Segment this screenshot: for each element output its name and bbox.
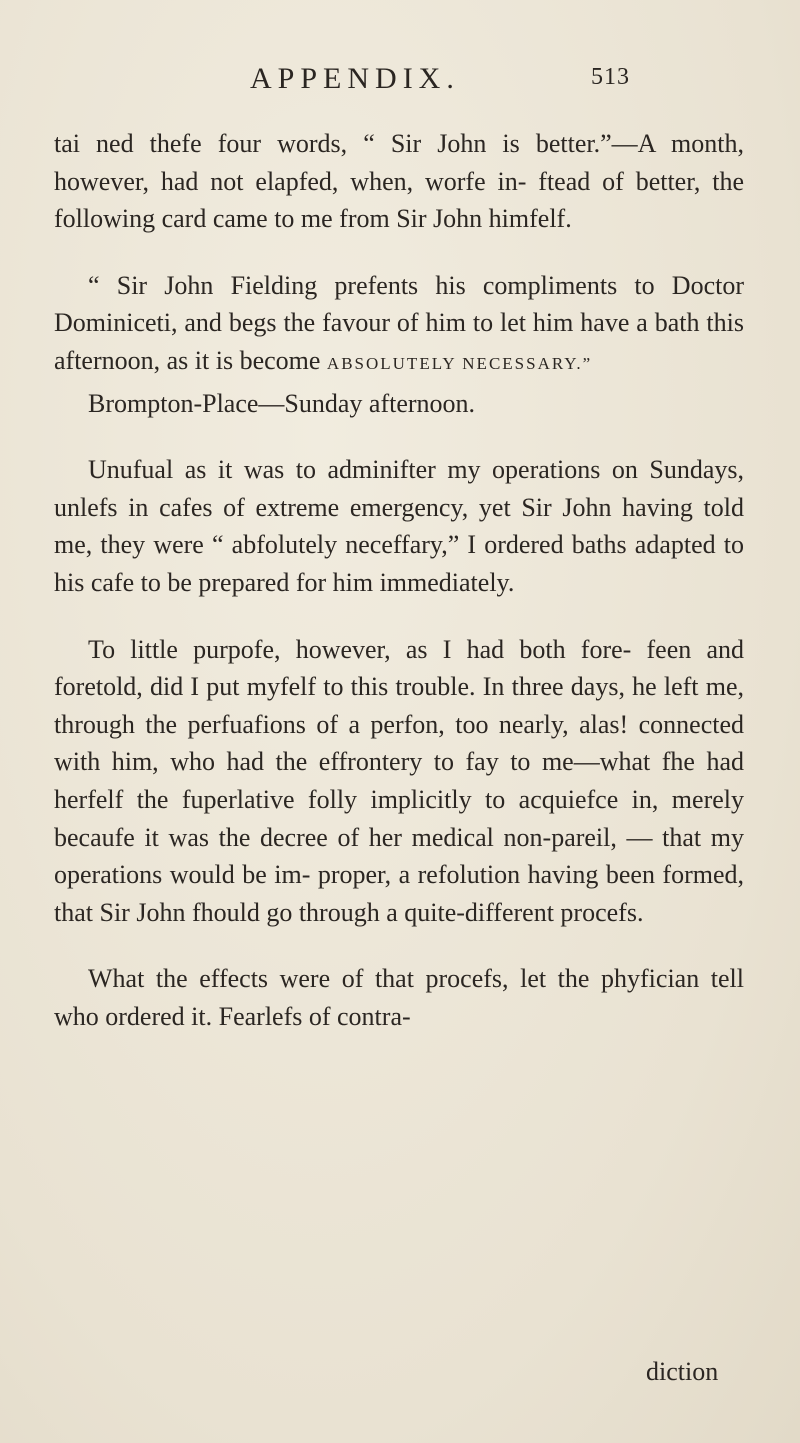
page-header	[250, 62, 630, 102]
quoted-card	[54, 267, 744, 383]
page-number: 513	[591, 64, 630, 90]
paragraph-3: To little purpofe, however, as I had both fore- feen and foretold, did I put myfelf to this trouble. In three days, he left me, through the perfuafions of a perfon, too nearly, alas! connected with him, who had the effrontery to fay to me—what fhe had herfelf the fuperlative folly implicitly to acquiefce in, merely becaufe it was the decree of her medical non-pareil, — that my operations would be im- proper, a refolution having been formed, that Sir John fhould go through a quite-different procefs.	[54, 634, 744, 927]
card-emphasis: ABSOLUTELY NECESSARY.”	[326, 353, 593, 373]
card-signoff: Brompton-Place—Sunday afternoon.	[88, 388, 476, 418]
paragraph-4: What the effects were of that procefs, let the phyfician tell who ordered it. Fearlefs of contra-	[54, 964, 744, 1031]
card-text: “ Sir John Fielding prefents his compliments to Doctor Dominiceti, and begs the favour of him to let him have a bath this afternoon, as it is become	[54, 270, 744, 375]
paragraph-1: tai ned thefe four words, “ Sir John is better.”—A month, however, had not elapfed, when, worfe in- ftead of better, the following card came to me from Sir John himfelf.	[54, 129, 744, 234]
paragraph-2: Unufual as it was to adminifter my operations on Sundays, unlefs in cafes of extreme emergency, yet Sir John having told me, they were “ abfolutely neceffary,” I ordered baths adapted to his cafe to be prepared for him immediately.	[54, 455, 744, 597]
running-head: APPENDIX.	[250, 62, 460, 95]
body-text	[54, 125, 744, 1035]
catchword: diction	[646, 1357, 719, 1386]
